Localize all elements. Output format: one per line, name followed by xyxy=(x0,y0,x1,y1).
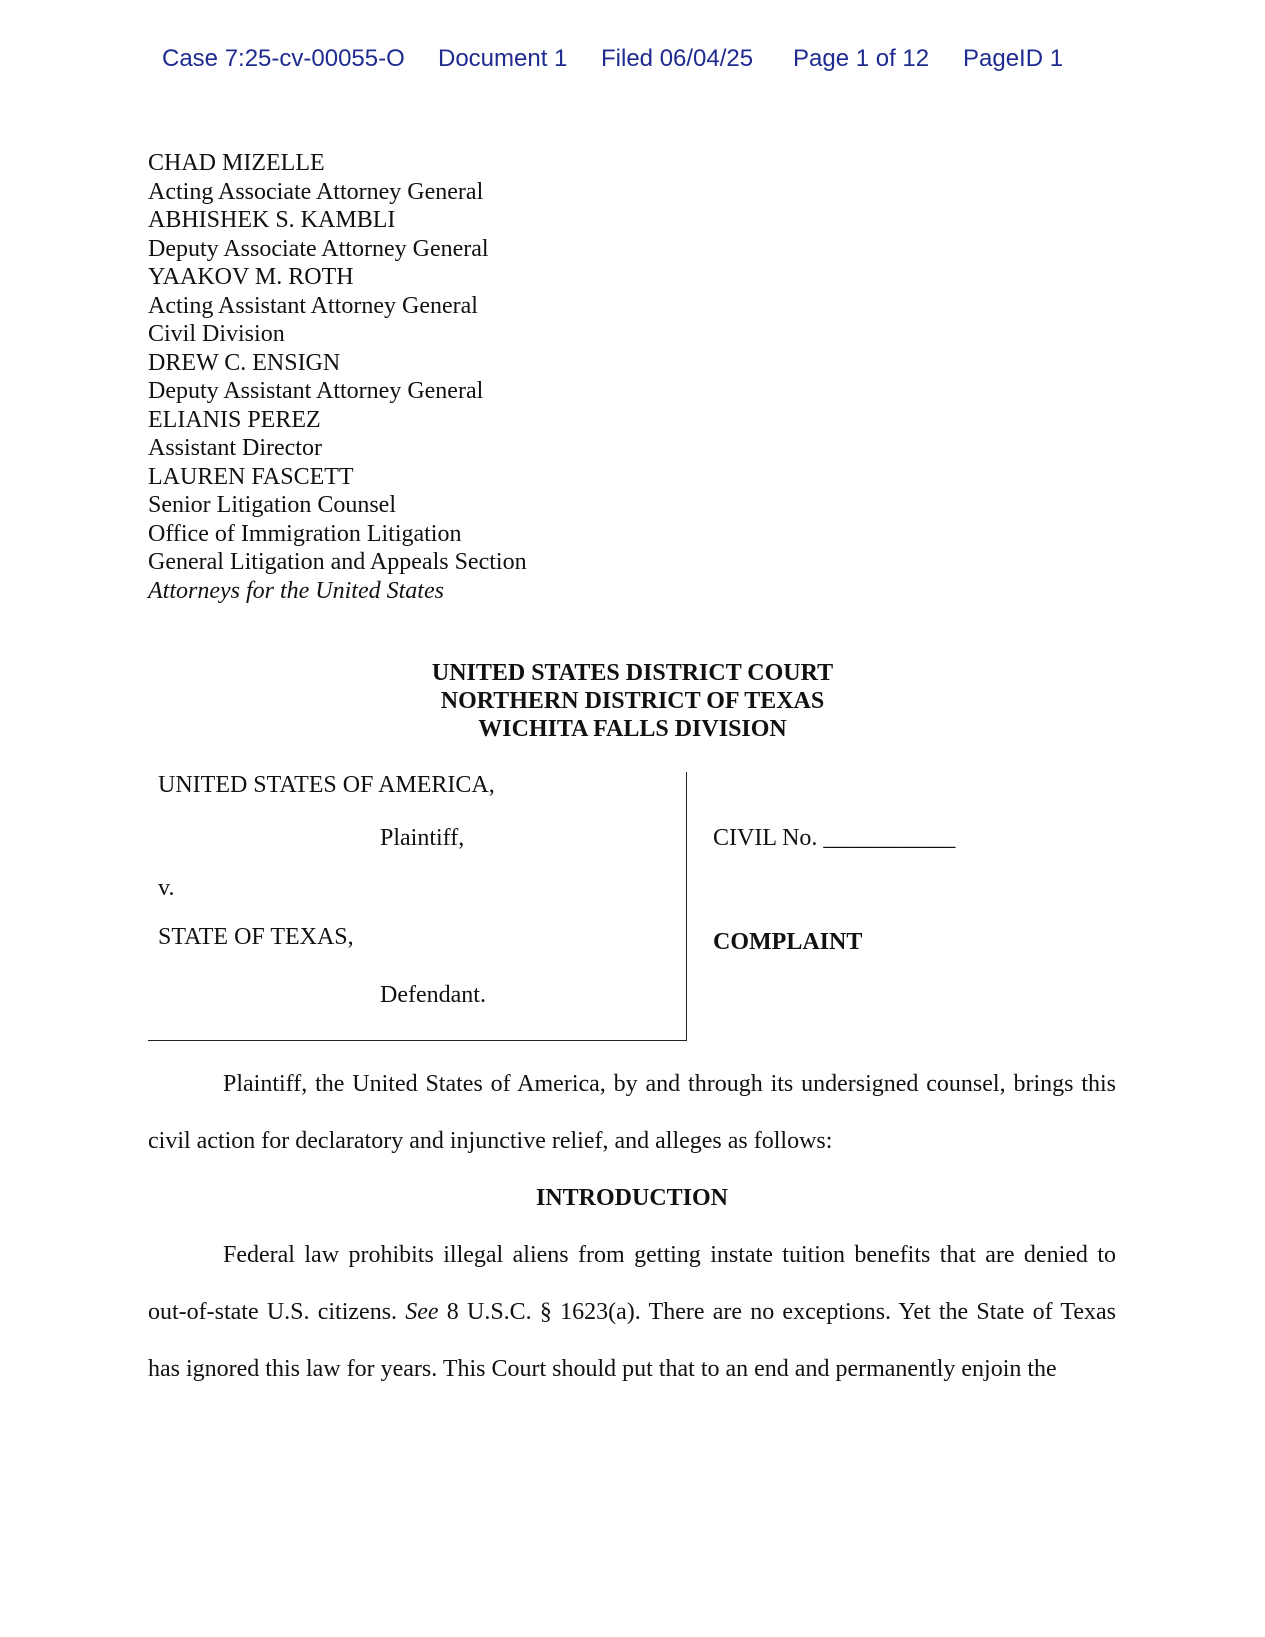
plaintiff-name: UNITED STATES OF AMERICA, xyxy=(158,772,495,798)
civil-number: CIVIL No. ___________ xyxy=(713,825,956,851)
attorney-line: LAUREN FASCETT xyxy=(148,463,354,490)
intro-see-signal: See xyxy=(405,1299,439,1325)
plaintiff-role: Plaintiff, xyxy=(380,825,465,851)
attorneys-for-line: Attorneys for the United States xyxy=(148,577,444,604)
attorney-line: Deputy Assistant Attorney General xyxy=(148,378,484,404)
header-filed-date: Filed 06/04/25 xyxy=(601,45,754,72)
attorney-line: Senior Litigation Counsel xyxy=(148,492,396,518)
attorney-line: DREW C. ENSIGN xyxy=(148,349,341,376)
attorney-line: Deputy Associate Attorney General xyxy=(148,235,489,262)
attorney-line: Civil Division xyxy=(148,321,285,347)
attorney-line: Assistant Director xyxy=(148,435,322,461)
header-document-number: Document 1 xyxy=(438,45,568,72)
court-division: WICHITA FALLS DIVISION xyxy=(478,716,787,742)
introduction-paragraph xyxy=(148,1227,1116,1398)
defendant-name: STATE OF TEXAS, xyxy=(158,924,354,950)
header-page-id: PageID 1 xyxy=(963,45,1064,72)
complaint-body xyxy=(148,1056,1116,1398)
case-caption xyxy=(148,772,1088,1042)
attorney-line: Acting Associate Attorney General xyxy=(148,178,484,205)
document-title: COMPLAINT xyxy=(713,929,863,955)
header-page-count: Page 1 of 12 xyxy=(793,45,930,72)
introduction-heading: INTRODUCTION xyxy=(535,1185,729,1211)
header-case-number: Case 7:25-cv-00055-O xyxy=(162,45,405,72)
attorney-line: General Litigation and Appeals Section xyxy=(148,549,527,575)
attorney-line: Acting Assistant Attorney General xyxy=(148,292,478,319)
attorney-line: ELIANIS PEREZ xyxy=(148,406,321,433)
ecf-header xyxy=(0,45,1265,79)
attorney-line: ABHISHEK S. KAMBLI xyxy=(148,207,396,233)
defendant-role: Defendant. xyxy=(380,982,486,1008)
opening-paragraph: Plaintiff, the United States of America, by and through its undersigned counsel, brings this civil action for declaratory and injunctive relief, and alleges as follows: xyxy=(148,1071,1116,1154)
attorney-line: CHAD MIZELLE xyxy=(148,150,325,176)
attorney-line: YAAKOV M. ROTH xyxy=(148,264,354,290)
court-name: UNITED STATES DISTRICT COURT xyxy=(431,660,834,686)
intro-text-part-1: Federal law prohibits illegal aliens from getting instate tuition benefits that are denied to out-of-state U.S. citizens. xyxy=(148,1242,1116,1325)
attorney-line: Office of Immigration Litigation xyxy=(148,520,462,547)
intro-text-part-2: 8 U.S.C. § 1623(a). There are no exceptions. Yet the State of Texas has ignored this law for years. This Court should put that to an end and permanently enjoin the xyxy=(148,1299,1116,1382)
court-heading xyxy=(0,659,1265,743)
attorney-block xyxy=(148,149,748,605)
versus-label: v. xyxy=(158,875,175,901)
court-district: NORTHERN DISTRICT OF TEXAS xyxy=(440,688,825,714)
